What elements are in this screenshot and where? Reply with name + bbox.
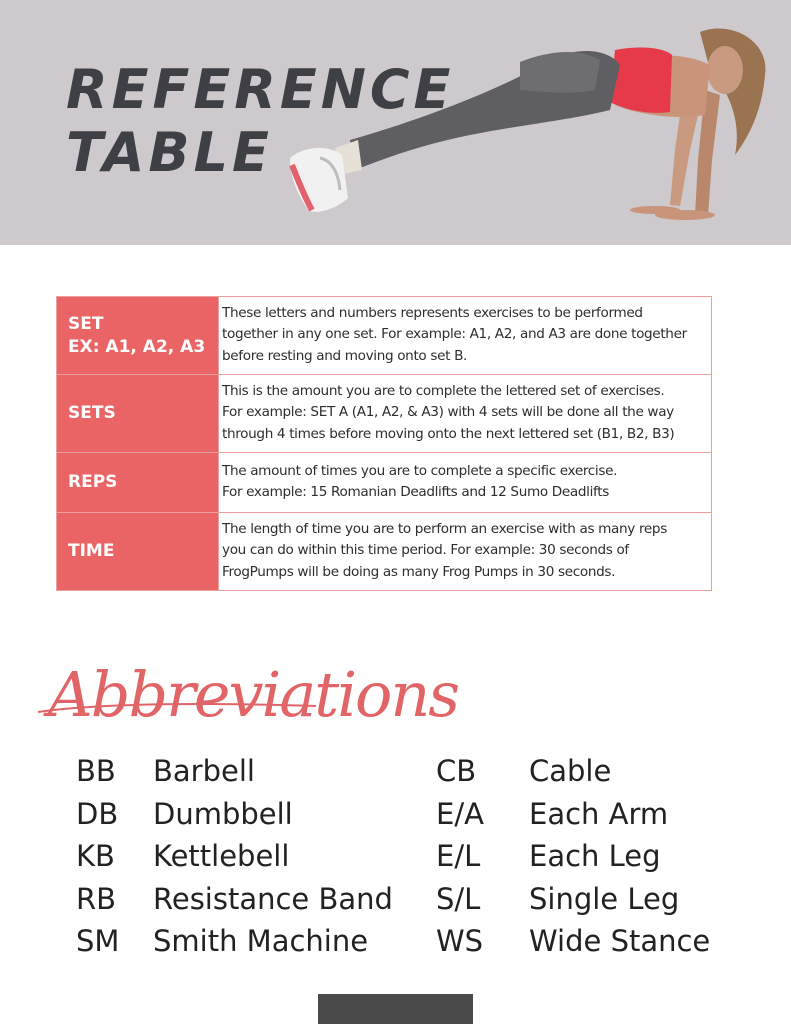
abbreviation-meaning: Cable [529, 754, 612, 788]
abbreviation-meaning: Resistance Band [153, 881, 393, 916]
abbreviation-meaning: Wide Stance [529, 924, 711, 958]
reference-key-line: TIME [68, 541, 115, 561]
abbreviation-meaning: Smith Machine [153, 924, 369, 958]
reference-key-cell [57, 297, 219, 375]
header-banner [0, 0, 791, 245]
plank-figure-image [280, 20, 780, 240]
reference-key-line: EX: A1, A2, A3 [68, 336, 206, 357]
reference-description-cell [219, 453, 712, 513]
footer-bar [318, 994, 473, 1024]
abbreviation-meanings-right [529, 750, 710, 963]
abbreviation-code: SM [76, 924, 120, 958]
reference-description-cell [219, 375, 712, 453]
abbreviation-code: RB [76, 881, 117, 916]
reference-row-sets [57, 375, 712, 453]
abbreviation-code: CB [436, 754, 477, 788]
abbreviation-code: WS [436, 924, 484, 958]
reference-row-time [57, 513, 712, 591]
reference-description-line: you can do within this time period. For example: 30 seconds of [222, 542, 629, 559]
reference-key-cell [57, 375, 219, 453]
reference-description-line: This is the amount you are to complete the lettered set of exercises. [222, 382, 665, 399]
reference-key-line: SETS [68, 403, 116, 423]
reference-key-line: REPS [68, 472, 118, 492]
abbreviations-heading [36, 632, 459, 744]
reference-description-line: For example: SET A (A1, A2, & A3) with 4 sets will be done all the way [222, 404, 674, 421]
reference-description-cell [219, 297, 712, 375]
reference-description-line: before resting and moving onto set B. [222, 347, 468, 364]
abbreviation-code: BB [76, 754, 116, 788]
reference-description-line: FrogPumps will be doing as many Frog Pumps in 30 seconds. [222, 563, 616, 580]
reference-row-set [57, 297, 712, 375]
abbreviation-meaning: Barbell [153, 754, 255, 788]
abbreviation-code: S/L [436, 881, 481, 916]
abbreviation-meaning: Each Leg [529, 839, 661, 873]
abbreviation-code: DB [76, 796, 119, 831]
reference-description-line: These letters and numbers represents exercises to be performed [222, 304, 643, 321]
reference-table [56, 296, 712, 591]
abbreviation-meanings-left [153, 750, 393, 963]
abbreviation-codes-right [436, 750, 484, 963]
abbreviation-meaning: Single Leg [529, 881, 680, 916]
abbreviation-code: E/L [436, 839, 481, 873]
reference-key-line: SET [68, 313, 104, 334]
reference-description-line: The amount of times you are to complete a specific exercise. [222, 462, 618, 479]
reference-key-cell [57, 513, 219, 591]
abbreviation-meaning: Each Arm [529, 796, 669, 831]
abbreviation-meaning: Kettlebell [153, 839, 290, 873]
reference-description-line: together in any one set. For example: A1, A2, and A3 are done together [222, 326, 687, 343]
reference-description-line: For example: 15 Romanian Deadlifts and 12 Sumo Deadlifts [222, 484, 609, 500]
reference-row-reps [57, 453, 712, 513]
abbreviations-heading-text: Abbreviations [48, 658, 459, 731]
reference-description-cell [219, 513, 712, 591]
reference-description-line: through 4 times before moving onto the next lettered set (B1, B2, B3) [222, 425, 675, 442]
abbreviation-meaning: Dumbbell [153, 796, 293, 831]
page-title-line-2: TABLE [66, 121, 273, 184]
abbreviation-code: KB [76, 839, 115, 873]
reference-key-cell [57, 453, 219, 513]
reference-description-line: The length of time you are to perform an exercise with as many reps [222, 520, 667, 537]
abbreviation-code: E/A [436, 796, 484, 831]
page-title-line-1: REFERENCE [66, 58, 455, 121]
abbreviation-codes-left [76, 750, 119, 963]
